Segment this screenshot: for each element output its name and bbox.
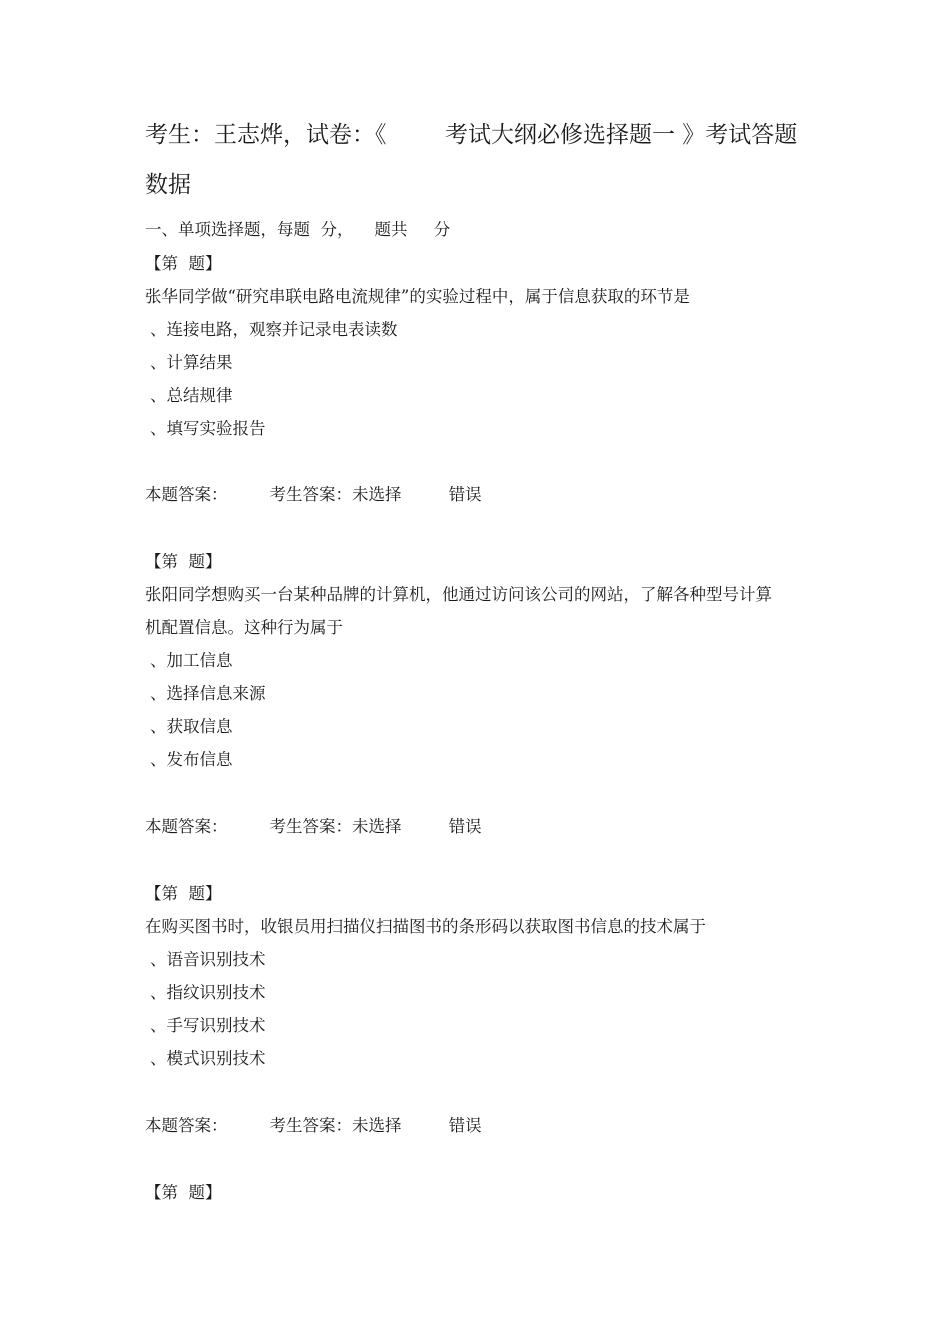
question-3-option-c: 、手写识别技术: [150, 1016, 266, 1035]
question-2-label: 【第 题】: [145, 552, 222, 571]
question-3-option-b: 、指纹识别技术: [150, 983, 266, 1002]
question-3-label: 【第 题】: [145, 884, 222, 903]
question-2-text-line-1: 张阳同学想购买一台某种品牌的计算机，他通过访问该公司的网站，了解各种型号计算: [145, 585, 772, 604]
section-heading: 一、单项选择题，每题 分， 题共 分: [145, 220, 451, 239]
question-3-option-d: 、模式识别技术: [150, 1049, 266, 1068]
question-2-option-a: 、加工信息: [150, 651, 233, 670]
question-2-text-line-2: 机配置信息。这种行为属于: [145, 618, 343, 637]
exam-title-line-1: 考生：王志烨，试卷：《 考试大纲必修选择题一 》考试答题: [145, 122, 798, 148]
question-3-answer-line: 本题答案： 考生答案：未选择 错误: [145, 1116, 482, 1135]
question-2-answer-line: 本题答案： 考生答案：未选择 错误: [145, 817, 482, 836]
question-1-option-c: 、总结规律: [150, 386, 233, 405]
exam-title-line-2: 数据: [145, 172, 191, 198]
question-2-option-d: 、发布信息: [150, 750, 233, 769]
question-1-option-b: 、计算结果: [150, 353, 233, 372]
question-1-option-d: 、填写实验报告: [150, 419, 266, 438]
question-1-text: 张华同学做“研究串联电路电流规律”的实验过程中，属于信息获取的环节是: [145, 287, 690, 306]
question-1-option-a: 、连接电路，观察并记录电表读数: [150, 320, 398, 339]
question-4-label: 【第 题】: [145, 1183, 222, 1202]
question-3-text: 在购买图书时，收银员用扫描仪扫描图书的条形码以获取图书信息的技术属于: [145, 917, 706, 936]
question-1-answer-line: 本题答案： 考生答案：未选择 错误: [145, 485, 482, 504]
question-2-option-b: 、选择信息来源: [150, 684, 266, 703]
question-2-option-c: 、获取信息: [150, 717, 233, 736]
question-1-label: 【第 题】: [145, 254, 222, 273]
question-3-option-a: 、语音识别技术: [150, 950, 266, 969]
